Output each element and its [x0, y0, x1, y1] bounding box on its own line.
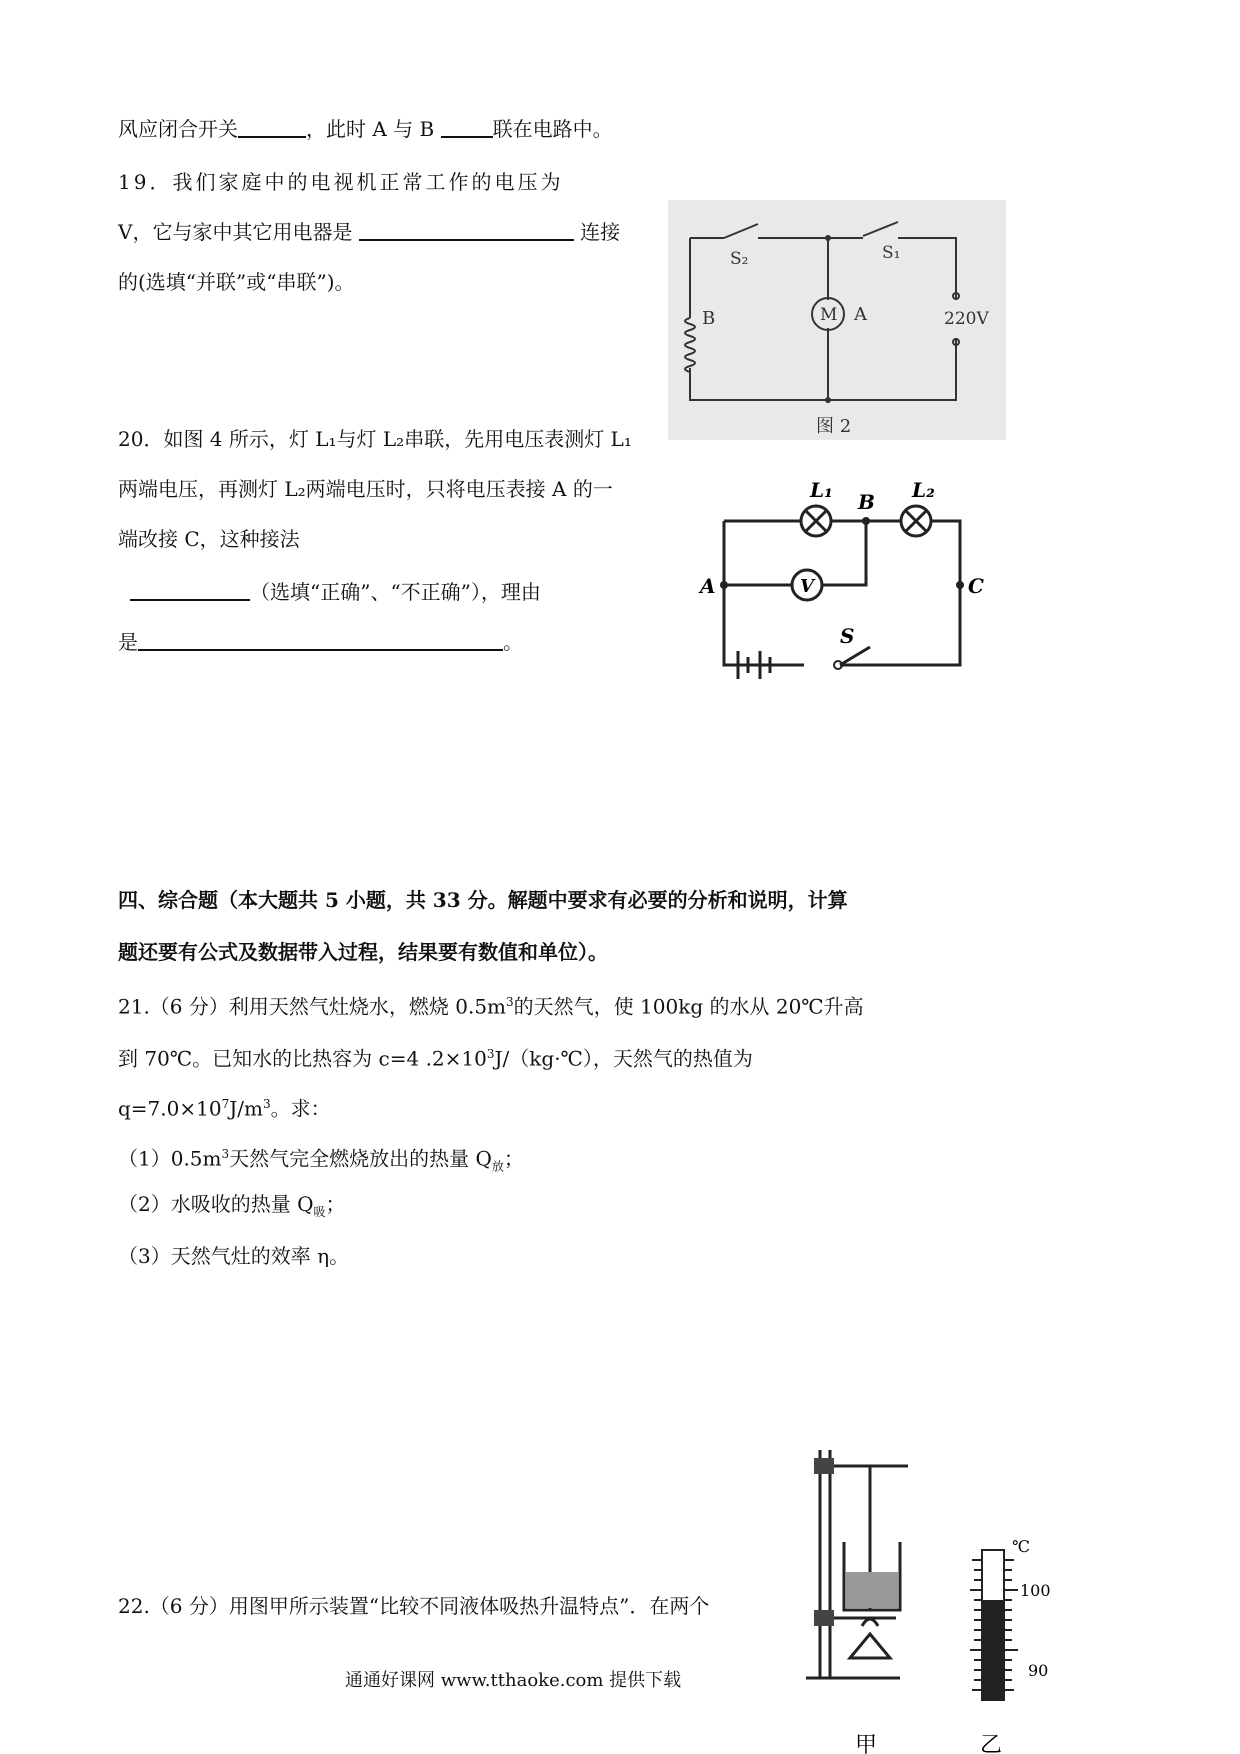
q18-text-2: ，此时 A 与 B [306, 117, 441, 141]
figure-4-switch [840, 647, 960, 665]
q18-blank-connection[interactable] [441, 116, 493, 138]
q21-item-3: （3）天然气灶的效率 η。 [118, 1244, 350, 1268]
q20-text-4: （选填“正确”、“不正确”），理由 [250, 580, 541, 604]
q21-text-2b: J/（kg·℃），天然气的热值为 [494, 1046, 753, 1071]
q21-text-3c: 。求： [270, 1096, 331, 1121]
thermometer-tick-100: 100 [1020, 1581, 1051, 1600]
figure-2-label-m: M [820, 305, 838, 325]
thermometer-label-yi: 乙 [980, 1733, 1003, 1754]
q21-text-3a: q=7.0×10 [118, 1096, 222, 1121]
section-4-heading-line-1: 四、综合题（本大题共 5 小题，共 33 分。解题中要求有必要的分析和说明，计算 [118, 888, 848, 912]
figure-2-label-s2: S₂ [730, 249, 749, 269]
figure-4-circuit [698, 475, 988, 685]
figure-4-label-a: A [700, 574, 716, 598]
q19-line-2 [118, 218, 620, 246]
q21-line-3 [118, 1090, 331, 1123]
figure-4-lamp-l1-cross [806, 511, 826, 531]
q20-text-5a: 是 [118, 630, 138, 654]
q21-item-1a: （1）0.5m [118, 1146, 222, 1171]
apparatus-label-jia: 甲 [855, 1733, 878, 1754]
figure-4-label-v: V [800, 576, 814, 597]
q21-item-1 [118, 1140, 524, 1181]
figure-4-node-a [720, 581, 728, 589]
figure-4-node-c [956, 581, 964, 589]
figure-2-junction-top [825, 235, 831, 241]
apparatus-clamp-top [814, 1458, 834, 1474]
apparatus-clamp-ring [814, 1610, 834, 1626]
figure-4-label-l2: L₂ [912, 478, 935, 502]
thermometer-mercury [982, 1600, 1004, 1700]
q21-item-2c: ； [325, 1192, 346, 1216]
q19-blank-connection[interactable] [359, 219, 574, 241]
q20-text-5b: 。 [503, 630, 523, 654]
q21-item-1-sub: 放 [491, 1159, 504, 1174]
figure-thermometer-yi [960, 1530, 1070, 1754]
figure-2-junction-bottom [825, 397, 831, 403]
q20-blank-reason[interactable] [138, 629, 503, 651]
q19-line-1: 19．我们家庭中的电视机正常工作的电压为 [118, 170, 564, 194]
q21-sup-2: 3 [486, 1047, 495, 1061]
figure-4-label-s: S [840, 624, 855, 648]
thermometer-unit: ℃ [1012, 1537, 1030, 1556]
figure-2-circuit [668, 200, 1006, 440]
figure-2-label-s1: S₁ [882, 243, 901, 263]
q20-line-5 [118, 628, 523, 656]
q20-line-1: 20．如图 4 所示，灯 L₁与灯 L₂串联，先用电压表测灯 L₁ [118, 427, 632, 451]
q20-line-3: 端改接 C，这种接法 [118, 527, 300, 551]
q19-line-3: 的(选填“并联”或“串联”)。 [118, 270, 355, 294]
q21-sup-1: 3 [506, 995, 514, 1009]
q20-blank-judgement[interactable] [130, 579, 250, 601]
q18-text-3: 联在电路中。 [492, 117, 613, 141]
q21-sup-3: 7 [221, 1097, 230, 1111]
figure-2-label-220v: 220V [944, 309, 989, 329]
apparatus-burner [850, 1634, 890, 1658]
apparatus-stand-rod [820, 1450, 830, 1678]
figure-4-label-l1: L₁ [810, 478, 833, 502]
q19-text-2a: V，它与家中其它用电器是 [118, 220, 359, 244]
section-4-heading-line-2: 题还要有公式及数据带入过程，结果要有数值和单位）。 [118, 940, 608, 964]
q21-item-2a: （2）水吸收的热量 Q [118, 1192, 314, 1216]
q21-item-1-sup: 3 [221, 1147, 230, 1161]
figure-4-node-b [862, 517, 870, 525]
q20-line-4 [130, 578, 541, 606]
figure-2-label-a: A [854, 304, 867, 325]
q21-text-1b: 的天然气，使 100kg 的水从 20℃升高 [513, 994, 864, 1019]
apparatus-flame [862, 1619, 878, 1626]
q18-text-1: 风应闭合开关 [118, 117, 238, 141]
q18-blank-switch[interactable] [238, 116, 306, 138]
q21-item-1b: 天然气完全燃烧放出的热量 Q [229, 1146, 492, 1171]
q21-sup-4: 3 [262, 1097, 271, 1111]
q21-text-2a: 到 70℃。已知水的比热容为 c=4 .2×10 [118, 1046, 487, 1071]
q22-line-1: 22.（6 分）用图甲所示装置“比较不同液体吸热升温特点”．在两个 [118, 1594, 710, 1618]
q21-text-1a: 21.（6 分）利用天然气灶烧水，燃烧 0.5m [118, 994, 507, 1019]
figure-4-label-b: B [858, 490, 875, 514]
thermometer-tick-90: 90 [1028, 1661, 1049, 1680]
figure-4-lamp-l2-cross [906, 511, 926, 531]
q20-line-2: 两端电压，再测灯 L₂两端电压时，只将电压表接 A 的一 [118, 477, 613, 501]
q21-item-2 [118, 1190, 346, 1226]
figure-2-caption: 图 2 [816, 416, 852, 437]
q18-tail [118, 115, 613, 143]
q21-item-2-sub: 吸 [313, 1205, 326, 1219]
figure-4-label-c: C [968, 574, 984, 598]
q19-text-2b: 连接 [573, 220, 621, 244]
q21-item-1c: ； [503, 1146, 524, 1171]
q21-text-3b: J/m [229, 1096, 263, 1121]
apparatus-liquid [846, 1572, 898, 1608]
figure-2-label-b: B [702, 308, 716, 329]
q21-line-1 [118, 988, 864, 1021]
figure-apparatus-jia [800, 1440, 910, 1754]
q21-line-2 [118, 1040, 753, 1073]
footer-download-note: 通通好课网 www.tthaoke.com 提供下载 [345, 1670, 682, 1691]
